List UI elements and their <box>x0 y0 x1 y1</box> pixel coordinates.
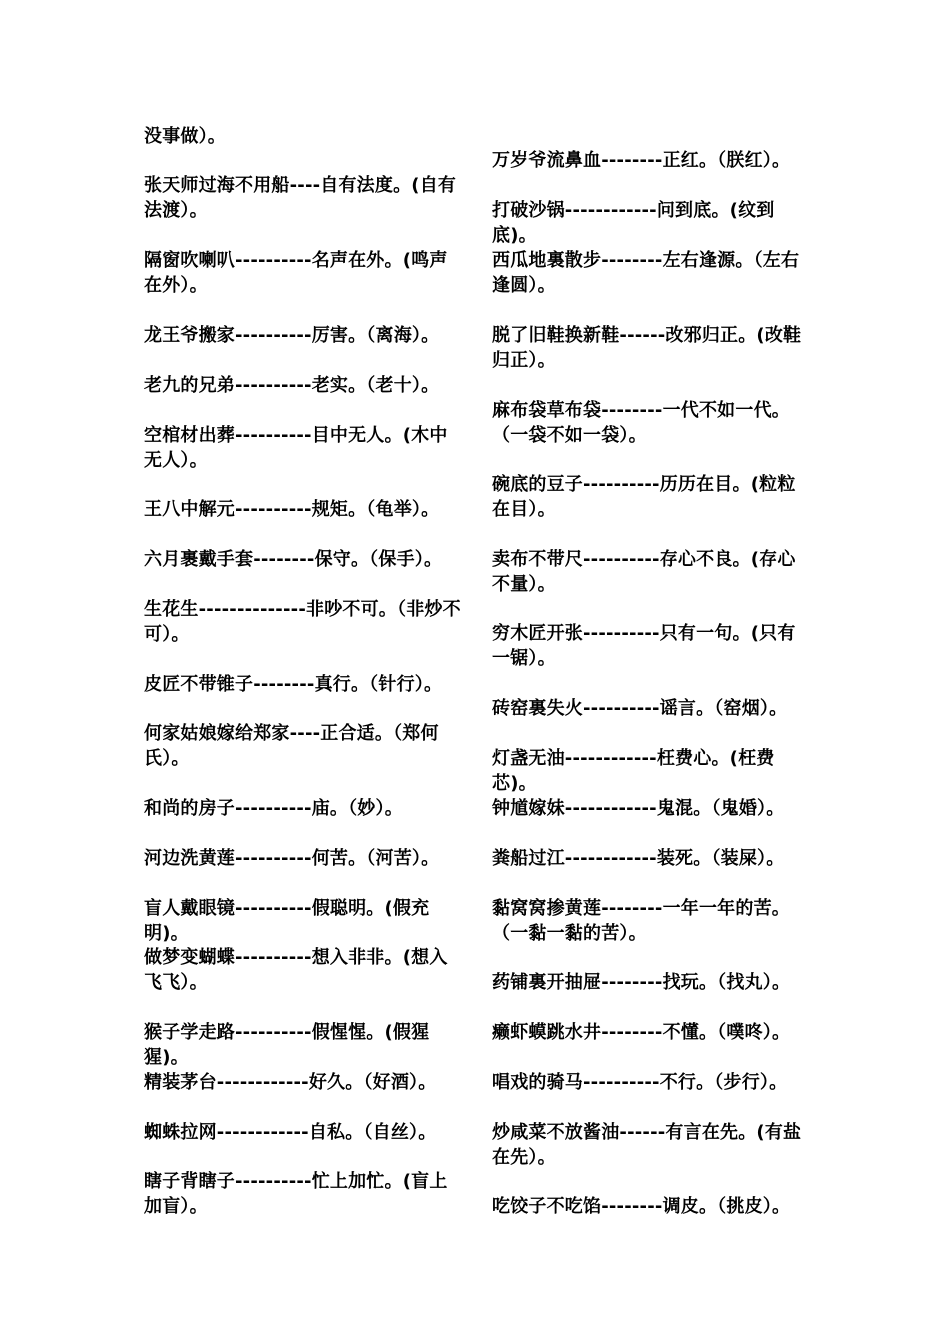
text-entry: 皮匠不带锥子--------真行。（针行）。 <box>144 674 443 695</box>
text-entry: 黏窝窝掺黄莲--------一年一年的苦。（一黏一黏的苦）。 <box>492 898 790 944</box>
text-entry: 碗底的豆子----------历历在目。(粒粒在目）。 <box>492 474 796 520</box>
text-entry: 精装茅台------------好久。（好酒）。 <box>144 1072 437 1093</box>
text-entry: 万岁爷流鼻血--------正红。（朕红）。 <box>492 150 791 171</box>
text-entry: 灯盏无油------------枉费心。(枉费芯)。 <box>492 748 775 794</box>
text-entry: 六月裹戴手套--------保守。（保手）。 <box>144 549 443 570</box>
text-entry: 隔窗吹喇叭----------名声在外。(鸣声在外）。 <box>144 250 448 296</box>
text-entry: 何家姑娘嫁给郑家----正合适。（郑何氏）。 <box>144 723 439 769</box>
text-entry: 生花生--------------非吵不可。（非炒不可）。 <box>144 599 461 645</box>
text-entry: 王八中解元----------规矩。（龟举）。 <box>144 499 440 520</box>
text-entry: 药铺裏开抽屉--------找玩。（找丸）。 <box>492 972 791 993</box>
text-entry: 没事做）。 <box>144 126 226 147</box>
text-entry: 和尚的房子----------庙。（妙）。 <box>144 798 403 819</box>
text-entry: 西瓜地裏散步--------左右逢源。（左右逢圆）。 <box>492 250 800 296</box>
text-entry: 砖窑裏失火----------谣言。（窑烟）。 <box>492 698 788 719</box>
text-entry: 卖布不带尺----------存心不良。(存心不量）。 <box>492 549 796 595</box>
text-entry: 吃饺子不吃馅--------调皮。（挑皮）。 <box>492 1196 791 1217</box>
text-entry: 唱戏的骑马----------不行。（步行）。 <box>492 1072 788 1093</box>
text-entry: 老九的兄弟----------老实。（老十）。 <box>144 375 440 396</box>
text-entry: 龙王爷搬家----------厉害。（离海）。 <box>144 325 440 346</box>
text-entry: 空棺材出葬----------目中无人。(木中无人）。 <box>144 425 448 471</box>
text-entry: 癞虾蟆跳水井--------不懂。（噗咚）。 <box>492 1022 791 1043</box>
text-entry: 瞎子背瞎子----------忙上加忙。(盲上加盲）。 <box>144 1171 448 1217</box>
text-entry: 钟馗嫁妹------------鬼混。（鬼婚）。 <box>492 798 785 819</box>
text-entry: 猴子学走路----------假惺惺。(假猩猩)。 <box>144 1022 430 1068</box>
text-entry: 炒咸菜不放酱油------有言在先。(有盐在先）。 <box>492 1122 802 1168</box>
text-entry: 张天师过海不用船----自有法度。(自有法渡）。 <box>144 175 457 221</box>
text-entry: 粪船过江------------装死。（装屎）。 <box>492 848 785 869</box>
text-entry: 脱了旧鞋换新鞋------改邪归正。(改鞋归正）。 <box>492 325 802 371</box>
text-entry: 打破沙锅------------问到底。(纹到底)。 <box>492 200 775 246</box>
text-entry: 麻布袋草布袋--------一代不如一代。（一袋不如一袋）。 <box>492 400 790 446</box>
text-entry: 盲人戴眼镜----------假聪明。(假充明)。 <box>144 898 430 944</box>
text-entry: 河边洗黄莲----------何苦。（河苦）。 <box>144 848 440 869</box>
text-entry: 做梦变蝴蝶----------想入非非。(想入飞飞）。 <box>144 947 448 993</box>
text-entry: 穷木匠开张----------只有一句。(只有一锯）。 <box>492 623 796 669</box>
text-entry: 蜘蛛拉网------------自私。（自丝）。 <box>144 1122 437 1143</box>
